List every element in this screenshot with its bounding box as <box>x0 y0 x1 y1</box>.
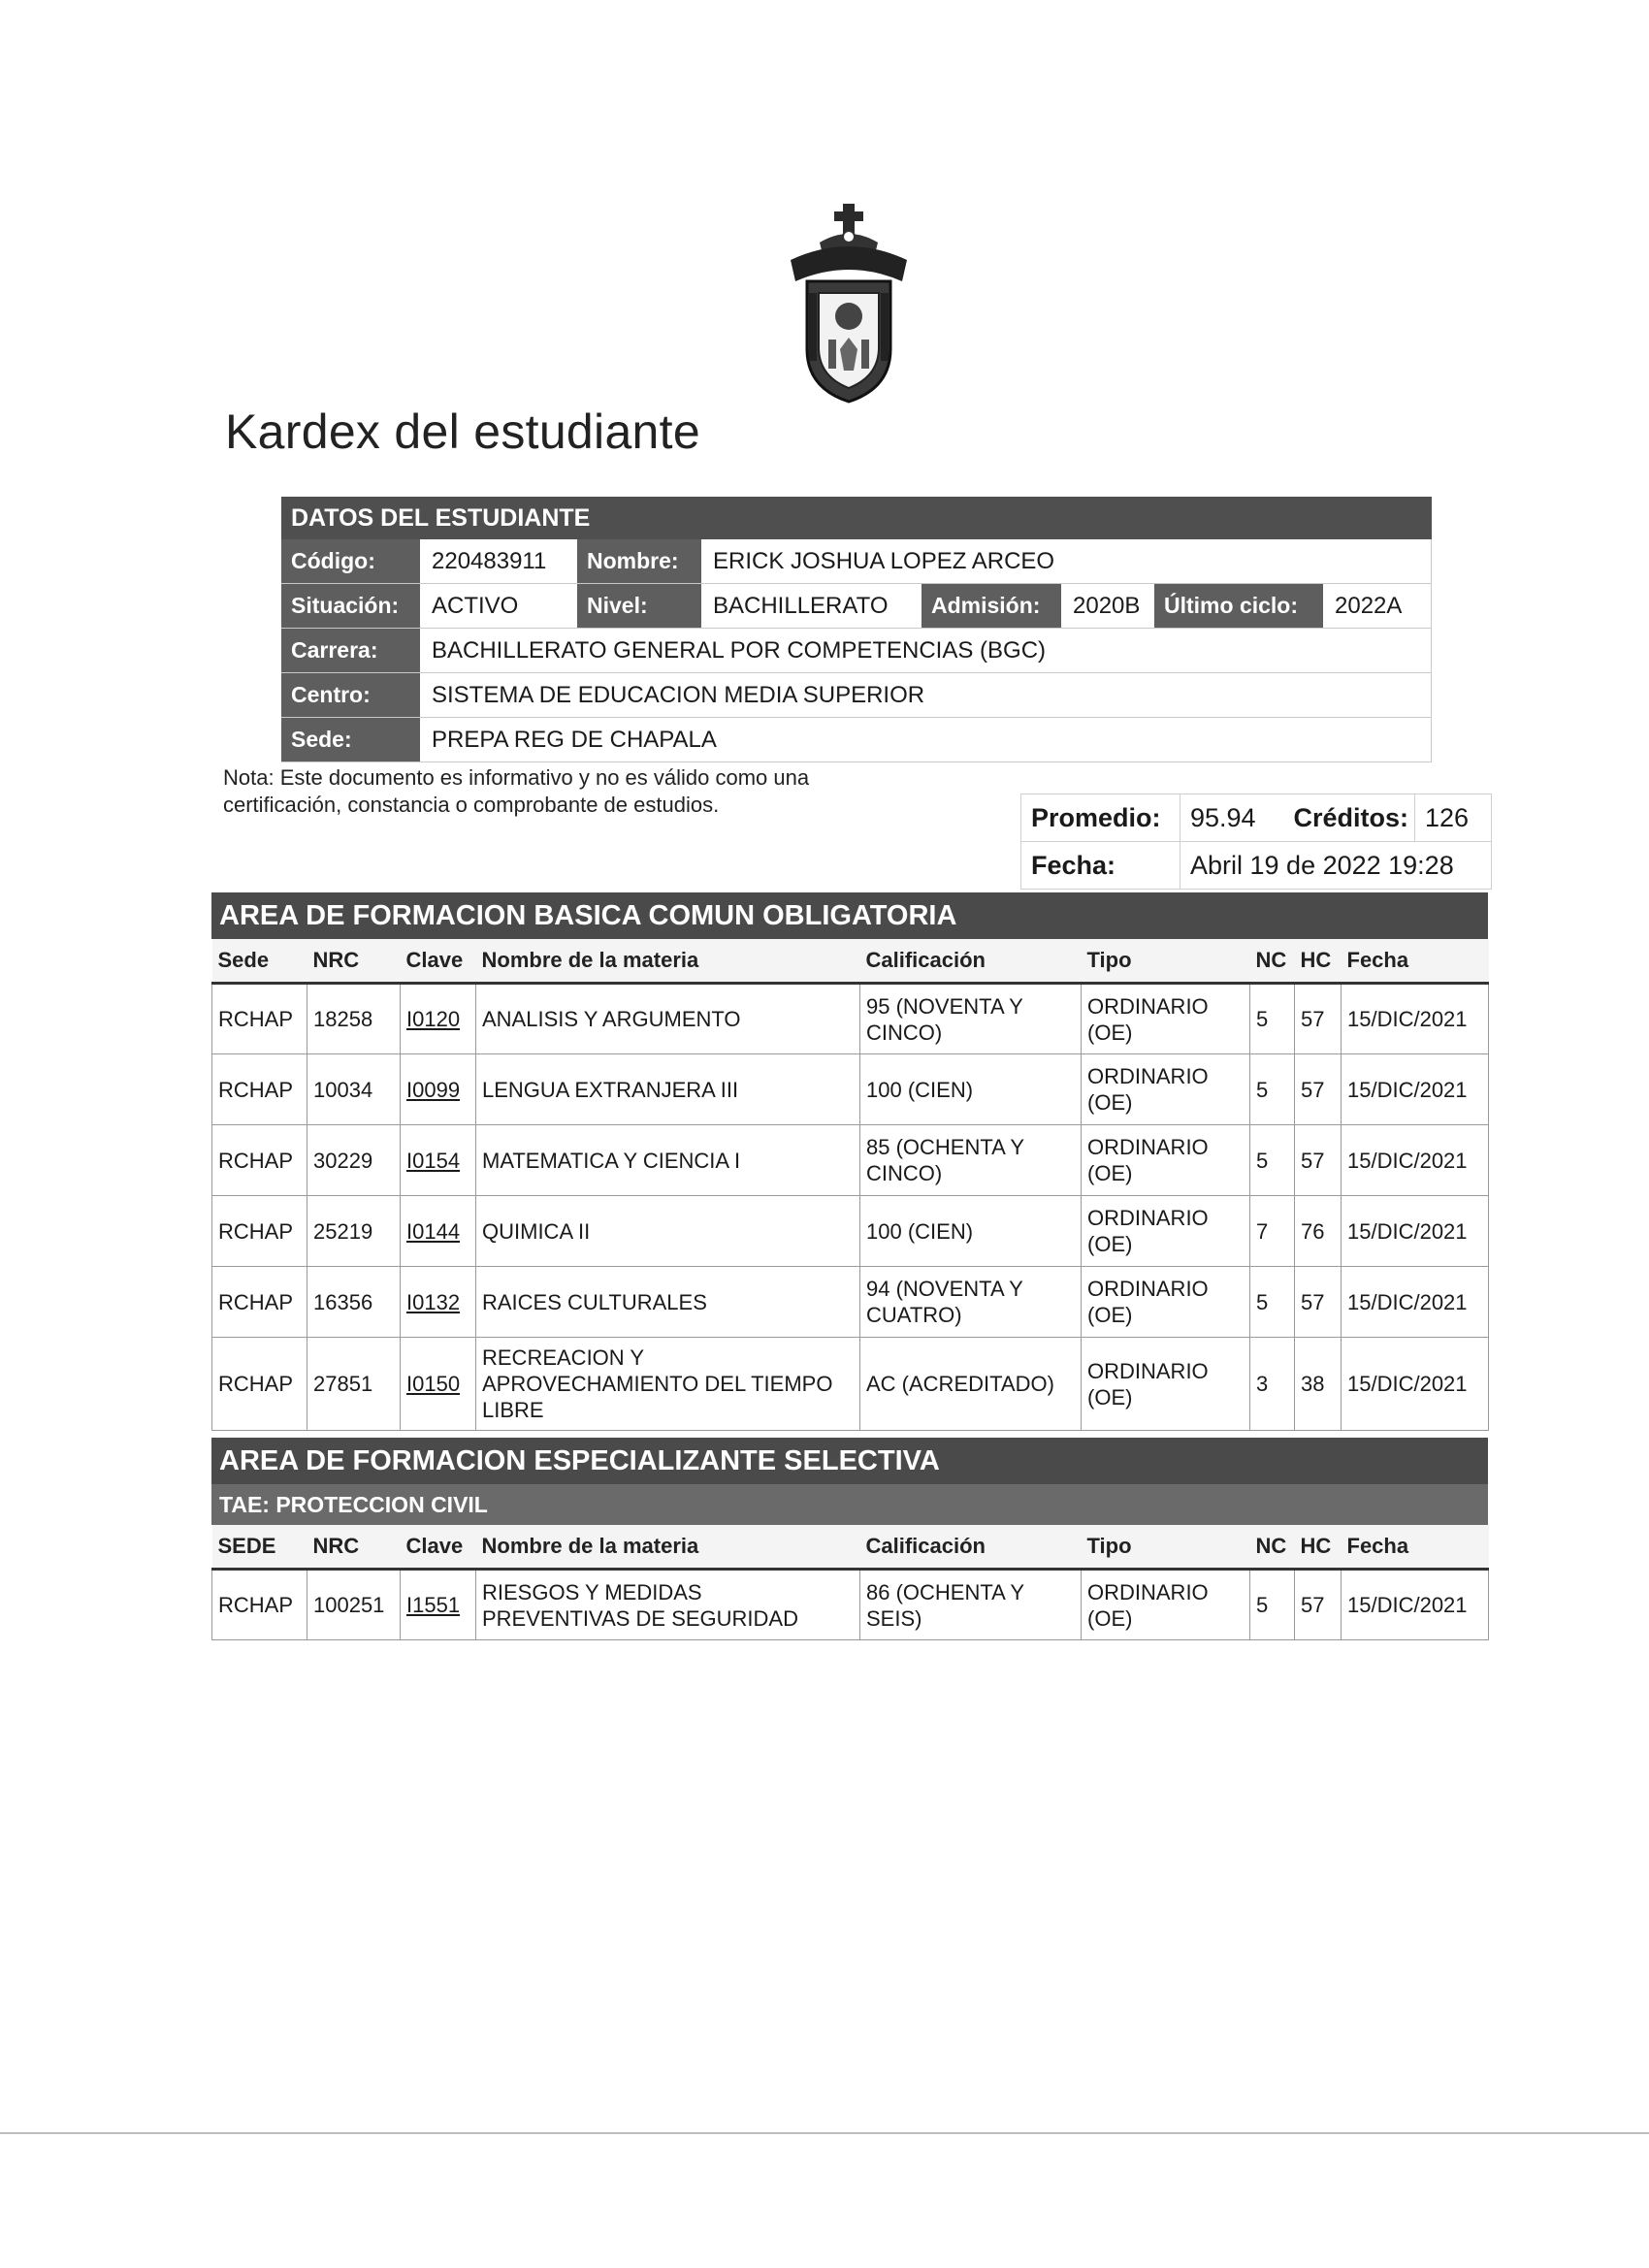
col-clave: Clave <box>401 1525 476 1570</box>
basic-area-title: AREA DE FORMACION BASICA COMUN OBLIGATORIA <box>211 892 1488 939</box>
cell-clave-link[interactable]: I0132 <box>401 1267 476 1338</box>
table-row <box>212 1054 1489 1125</box>
cell-fecha: 15/DIC/2021 <box>1342 1570 1489 1640</box>
nombre-value: ERICK JOSHUA LOPEZ ARCEO <box>713 548 1055 574</box>
situacion-label: Situación: <box>281 584 422 628</box>
cell-hc: 76 <box>1295 1196 1342 1267</box>
centro-value: SISTEMA DE EDUCACION MEDIA SUPERIOR <box>432 682 925 708</box>
col-nrc: NRC <box>307 1525 401 1570</box>
summary-row-promedio <box>1020 794 1492 842</box>
disclaimer-line-1: Nota: Este documento es informativo y no es válido como una <box>223 765 810 790</box>
cell-fecha: 15/DIC/2021 <box>1342 1267 1489 1338</box>
col-hc: HC <box>1295 939 1342 984</box>
cell-fecha: 15/DIC/2021 <box>1342 1196 1489 1267</box>
document-title: Kardex del estudiante <box>225 405 700 459</box>
carrera-label: Carrera: <box>281 629 422 672</box>
special-area-subtitle: TAE: PROTECCION CIVIL <box>211 1484 1488 1525</box>
cell-materia: RAICES CULTURALES <box>476 1267 860 1338</box>
cell-sede: RCHAP <box>212 1054 307 1125</box>
col-fecha: Fecha <box>1342 939 1489 984</box>
cell-materia: QUIMICA II <box>476 1196 860 1267</box>
basic-table-header <box>212 939 1489 984</box>
row-centro <box>281 673 1432 718</box>
disclaimer-line-2: certificación, constancia o comprobante de estudios. <box>223 793 720 817</box>
cell-sede: RCHAP <box>212 1125 307 1196</box>
cell-nc: 5 <box>1250 984 1295 1054</box>
cell-tipo: ORDINARIO (OE) <box>1082 1570 1250 1640</box>
cell-tipo: ORDINARIO (OE) <box>1082 1196 1250 1267</box>
sede-value: PREPA REG DE CHAPALA <box>432 727 717 753</box>
cell-calificacion: AC (ACREDITADO) <box>860 1338 1082 1431</box>
col-calificacion: Calificación <box>860 1525 1082 1570</box>
fecha-value: Abril 19 de 2022 19:28 <box>1180 842 1491 889</box>
cell-nc: 5 <box>1250 1267 1295 1338</box>
cell-nrc: 10034 <box>307 1054 401 1125</box>
table-row <box>212 1125 1489 1196</box>
table-row <box>212 984 1489 1054</box>
summary-panel <box>1020 794 1492 890</box>
cell-nrc: 100251 <box>307 1570 401 1640</box>
cell-materia: RIESGOS Y MEDIDAS PREVENTIVAS DE SEGURIDAD <box>476 1570 860 1640</box>
creditos-value: 126 <box>1414 794 1491 841</box>
table-row <box>212 1196 1489 1267</box>
col-materia: Nombre de la materia <box>476 939 860 984</box>
cell-nc: 5 <box>1250 1570 1295 1640</box>
cell-clave-link[interactable]: I0144 <box>401 1196 476 1267</box>
cell-nc: 5 <box>1250 1125 1295 1196</box>
row-codigo-nombre <box>281 539 1432 584</box>
cell-nrc: 25219 <box>307 1196 401 1267</box>
cell-sede: RCHAP <box>212 984 307 1054</box>
cell-tipo: ORDINARIO (OE) <box>1082 1267 1250 1338</box>
cell-calificacion: 100 (CIEN) <box>860 1054 1082 1125</box>
basic-area-section <box>211 892 1488 1431</box>
basic-courses-table <box>211 939 1489 1431</box>
cell-nrc: 16356 <box>307 1267 401 1338</box>
table-row <box>212 1267 1489 1338</box>
cell-hc: 57 <box>1295 1267 1342 1338</box>
codigo-value: 220483911 <box>432 548 547 574</box>
cell-fecha: 15/DIC/2021 <box>1342 984 1489 1054</box>
cell-hc: 57 <box>1295 1125 1342 1196</box>
sede-label: Sede: <box>281 718 422 761</box>
cell-materia: MATEMATICA Y CIENCIA I <box>476 1125 860 1196</box>
col-tipo: Tipo <box>1082 1525 1250 1570</box>
cell-nc: 5 <box>1250 1054 1295 1125</box>
cell-fecha: 15/DIC/2021 <box>1342 1125 1489 1196</box>
fecha-label: Fecha: <box>1031 851 1116 880</box>
cell-fecha: 15/DIC/2021 <box>1342 1054 1489 1125</box>
table-row <box>212 1338 1489 1431</box>
cell-sede: RCHAP <box>212 1196 307 1267</box>
col-fecha: Fecha <box>1342 1525 1489 1570</box>
cell-nrc: 18258 <box>307 984 401 1054</box>
col-calificacion: Calificación <box>860 939 1082 984</box>
cell-tipo: ORDINARIO (OE) <box>1082 984 1250 1054</box>
col-nc: NC <box>1250 939 1295 984</box>
cell-materia: RECREACION Y APROVECHAMIENTO DEL TIEMPO LIBRE <box>476 1338 860 1431</box>
cell-fecha: 15/DIC/2021 <box>1342 1338 1489 1431</box>
cell-calificacion: 85 (OCHENTA Y CINCO) <box>860 1125 1082 1196</box>
cell-nc: 3 <box>1250 1338 1295 1431</box>
university-seal <box>786 204 912 404</box>
special-table-header <box>212 1525 1489 1570</box>
cell-hc: 57 <box>1295 1570 1342 1640</box>
cell-clave-link[interactable]: I0150 <box>401 1338 476 1431</box>
cell-sede: RCHAP <box>212 1570 307 1640</box>
col-hc: HC <box>1295 1525 1342 1570</box>
col-clave: Clave <box>401 939 476 984</box>
cell-hc: 38 <box>1295 1338 1342 1431</box>
row-situacion <box>281 584 1432 629</box>
special-area-title: AREA DE FORMACION ESPECIALIZANTE SELECTIVA <box>211 1438 1488 1484</box>
nivel-label: Nivel: <box>577 584 703 628</box>
row-sede <box>281 718 1432 762</box>
cell-hc: 57 <box>1295 984 1342 1054</box>
col-nc: NC <box>1250 1525 1295 1570</box>
creditos-label: Créditos: <box>1293 803 1408 832</box>
ultimo-ciclo-label: Último ciclo: <box>1154 584 1325 628</box>
cell-nrc: 30229 <box>307 1125 401 1196</box>
cell-hc: 57 <box>1295 1054 1342 1125</box>
cell-clave-link[interactable]: I0120 <box>401 984 476 1054</box>
cell-clave-link[interactable]: I1551 <box>401 1570 476 1640</box>
codigo-label: Código: <box>281 539 422 583</box>
admision-value: 2020B <box>1073 593 1141 619</box>
cell-tipo: ORDINARIO (OE) <box>1082 1338 1250 1431</box>
cell-calificacion: 94 (NOVENTA Y CUATRO) <box>860 1267 1082 1338</box>
admision-label: Admisión: <box>922 584 1063 628</box>
col-nrc: NRC <box>307 939 401 984</box>
col-sede: Sede <box>212 939 307 984</box>
nivel-value: BACHILLERATO <box>713 593 889 619</box>
promedio-label: Promedio: <box>1031 803 1161 832</box>
cell-tipo: ORDINARIO (OE) <box>1082 1054 1250 1125</box>
col-sede: SEDE <box>212 1525 307 1570</box>
special-area-section <box>211 1438 1488 1640</box>
cell-nc: 7 <box>1250 1196 1295 1267</box>
student-data-header: DATOS DEL ESTUDIANTE <box>281 497 1432 539</box>
centro-label: Centro: <box>281 673 422 717</box>
cell-materia: LENGUA EXTRANJERA III <box>476 1054 860 1125</box>
cell-calificacion: 100 (CIEN) <box>860 1196 1082 1267</box>
cell-clave-link[interactable]: I0154 <box>401 1125 476 1196</box>
cell-sede: RCHAP <box>212 1267 307 1338</box>
student-data-panel <box>281 497 1432 762</box>
ultimo-ciclo-value: 2022A <box>1335 593 1403 619</box>
row-carrera <box>281 629 1432 673</box>
summary-row-fecha <box>1020 842 1492 890</box>
table-row <box>212 1570 1489 1640</box>
nombre-label: Nombre: <box>577 539 703 583</box>
cell-materia: ANALISIS Y ARGUMENTO <box>476 984 860 1054</box>
col-materia: Nombre de la materia <box>476 1525 860 1570</box>
special-courses-table <box>211 1525 1489 1640</box>
situacion-value: ACTIVO <box>432 593 519 619</box>
cell-clave-link[interactable]: I0099 <box>401 1054 476 1125</box>
cell-nrc: 27851 <box>307 1338 401 1431</box>
col-tipo: Tipo <box>1082 939 1250 984</box>
cell-sede: RCHAP <box>212 1338 307 1431</box>
disclaimer-note <box>223 764 960 819</box>
page-edge-line <box>0 2132 1649 2134</box>
cell-calificacion: 86 (OCHENTA Y SEIS) <box>860 1570 1082 1640</box>
carrera-value: BACHILLERATO GENERAL POR COMPETENCIAS (BGC) <box>432 637 1047 664</box>
cell-calificacion: 95 (NOVENTA Y CINCO) <box>860 984 1082 1054</box>
promedio-value: 95.94 <box>1180 794 1267 841</box>
cell-tipo: ORDINARIO (OE) <box>1082 1125 1250 1196</box>
